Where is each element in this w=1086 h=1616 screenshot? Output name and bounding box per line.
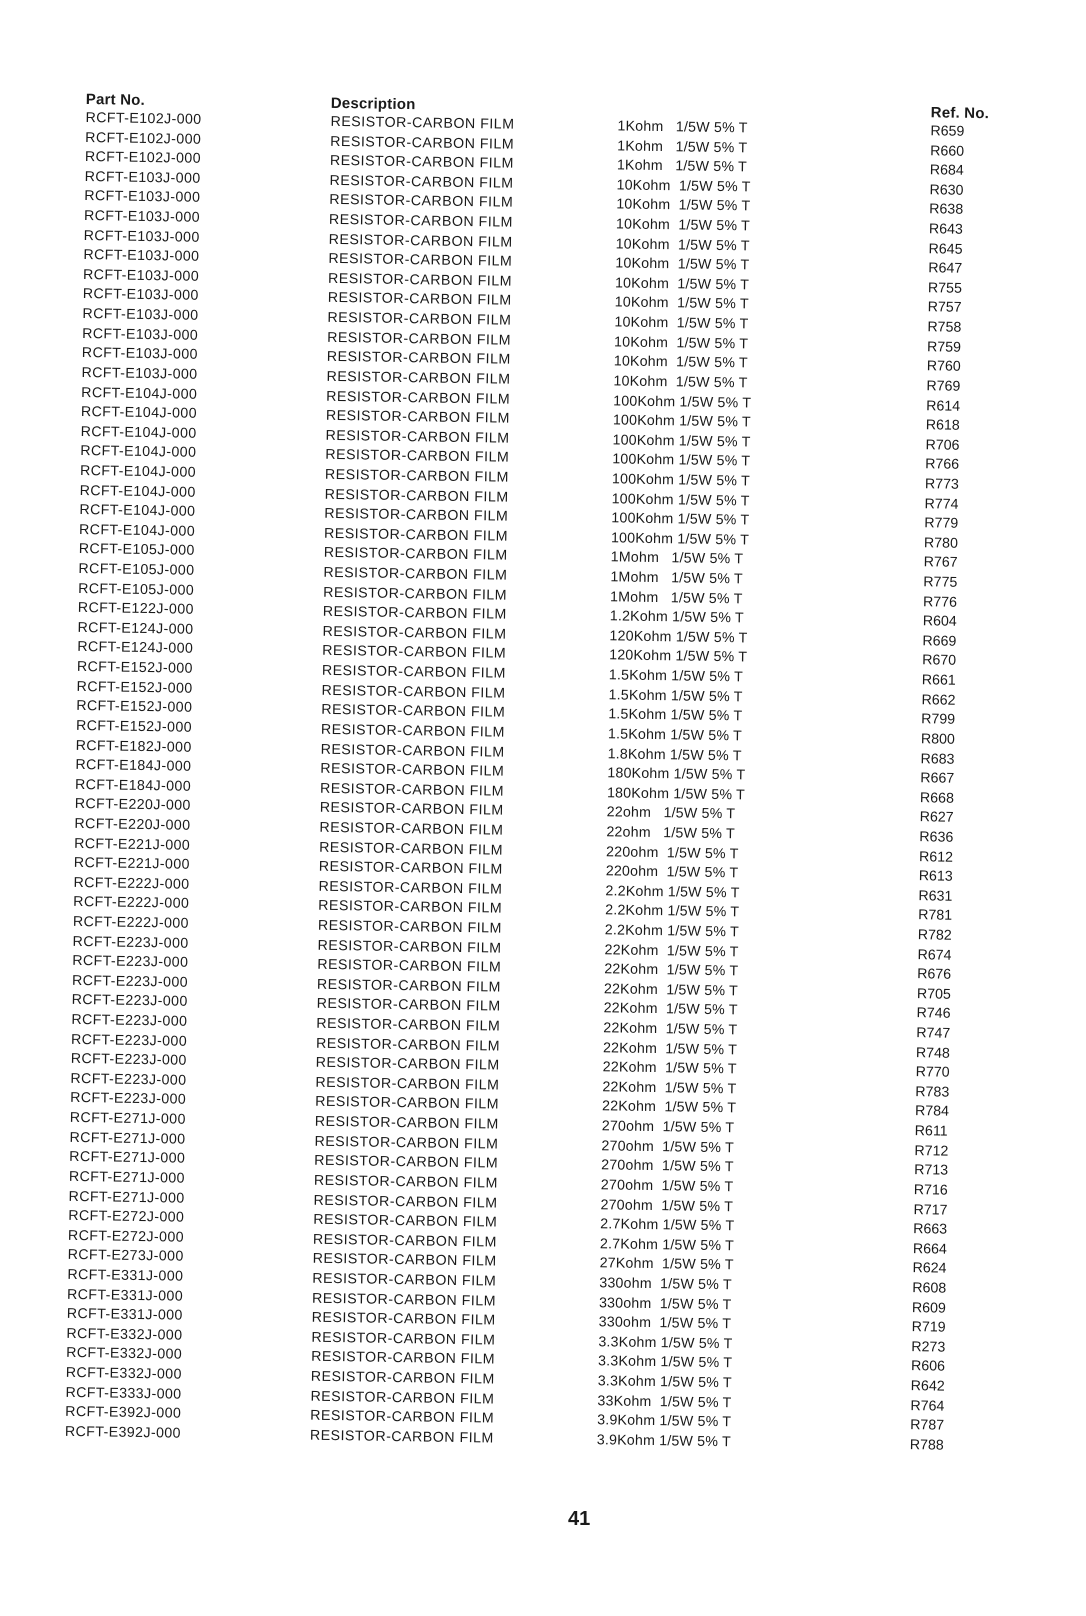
ref-number-cell: R609 [911,1299,947,1317]
value-cell: 1Mohm 1/5W 5% T [609,588,743,607]
description-cell: RESISTOR-CARBON FILM [312,1231,498,1251]
ref-number-cell: R676 [917,966,952,983]
part-number-cell: RCFT-E271J-000 [68,1188,185,1207]
value-cell: 1Kohm 1/5W 5% T [617,137,748,157]
value-cell: 100Kohm 1/5W 5% T [611,510,750,529]
part-number-cell: RCFT-E103J-000 [84,188,201,207]
part-number-cell: RCFT-E223J-000 [71,1011,188,1030]
ref-number-cell: R273 [911,1338,946,1356]
value-cell: 120Kohm 1/5W 5% T [609,628,748,647]
value-cell: 3.9Kohm 1/5W 5% T [596,1432,732,1451]
part-number-cell: RCFT-E152J-000 [76,698,193,717]
ref-number-cell: R769 [926,378,961,395]
value-cell: 270ohm 1/5W 5% T [601,1118,735,1137]
part-number-cell: RCFT-E103J-000 [82,325,199,344]
part-number-cell: RCFT-E122J-000 [77,600,194,618]
ref-number-cell: R606 [910,1358,946,1376]
value-cell: 220ohm 1/5W 5% T [605,863,739,882]
part-number-cell: RCFT-E103J-000 [81,345,198,364]
part-number-cell: RCFT-E331J-000 [67,1266,184,1285]
description-cell: RESISTOR-CARBON FILM [327,270,513,290]
ref-number-cell: R716 [913,1182,948,1199]
ref-number-cell: R663 [913,1221,948,1238]
value-cell: 100Kohm 1/5W 5% T [613,392,752,412]
description-cell: RESISTOR-CARBON FILM [311,1309,496,1329]
description-cell: RESISTOR-CARBON FILM [311,1329,496,1349]
part-number-cell: RCFT-E102J-000 [84,149,202,168]
value-cell: 22Kohm 1/5W 5% T [604,941,739,960]
value-cell: 100Kohm 1/5W 5% T [611,490,750,510]
value-cell: 10Kohm 1/5W 5% T [614,275,750,294]
part-number-cell: RCFT-E104J-000 [79,502,196,520]
ref-number-cell: R767 [923,554,958,572]
part-number-cell: RCFT-E271J-000 [69,1109,186,1128]
part-number-cell: RCFT-E272J-000 [68,1207,185,1226]
ref-number-cell: R683 [920,750,955,768]
description-cell: RESISTOR-CARBON FILM [328,211,514,231]
part-number-cell: RCFT-E332J-000 [65,1364,182,1383]
ref-number-cell: R719 [911,1319,946,1336]
part-number-cell: RCFT-E222J-000 [73,874,190,893]
value-cell: 10Kohm 1/5W 5% T [614,314,749,333]
description-cell: RESISTOR-CARBON FILM [324,505,509,525]
ref-number-cell: R764 [910,1397,945,1415]
part-number-cell: RCFT-E152J-000 [76,678,193,697]
value-cell: 100Kohm 1/5W 5% T [612,451,751,470]
part-number-cell: RCFT-E102J-000 [85,109,202,128]
value-cell: 22Kohm 1/5W 5% T [602,1059,737,1078]
part-number-cell: RCFT-E392J-000 [64,1423,182,1442]
ref-number-cell: R747 [916,1025,951,1042]
parts-table [0,108,1086,1458]
value-cell: 3.3Kohm 1/5W 5% T [598,1333,733,1353]
ref-number-cell: R660 [930,142,965,160]
ref-number-cell: R647 [928,260,963,278]
description-cell: RESISTOR-CARBON FILM [323,584,508,604]
part-number-cell: RCFT-E223J-000 [72,953,189,971]
ref-number-cell: R636 [919,829,954,846]
ref-number-cell: R684 [929,162,964,180]
part-number-cell: RCFT-E104J-000 [79,462,197,481]
value-cell: 22Kohm 1/5W 5% T [602,1039,738,1058]
part-number-cell: RCFT-E333J-000 [65,1384,182,1403]
description-cell: RESISTOR-CARBON FILM [321,682,506,702]
ref-number-cell: R659 [930,123,965,140]
part-number-cell: RCFT-E221J-000 [73,855,190,873]
part-number-cell: RCFT-E222J-000 [73,894,190,913]
part-number-cell: RCFT-E104J-000 [80,443,197,462]
ref-number-cell: R799 [921,711,956,729]
value-cell: 33Kohm 1/5W 5% T [597,1392,732,1411]
value-cell: 1.5Kohm 1/5W 5% T [608,667,744,686]
part-number-cell: RCFT-E184J-000 [74,776,192,795]
part-number-cell: RCFT-E103J-000 [82,306,199,324]
value-cell: 10Kohm 1/5W 5% T [613,353,748,372]
value-cell: 3.9Kohm 1/5W 5% T [597,1412,732,1431]
description-cell: RESISTOR-CARBON FILM [309,1427,494,1447]
value-cell: 100Kohm 1/5W 5% T [612,412,751,431]
value-cell: 27Kohm 1/5W 5% T [599,1255,734,1274]
value-cell: 2.7Kohm 1/5W 5% T [600,1216,735,1235]
part-number-cell: RCFT-E271J-000 [69,1129,186,1148]
value-cell: 22Kohm 1/5W 5% T [601,1098,737,1117]
description-cell: RESISTOR-CARBON FILM [323,525,509,545]
description-cell: RESISTOR-CARBON FILM [315,1074,500,1094]
ref-number-cell: R787 [910,1417,945,1434]
ref-number-cell: R783 [915,1084,950,1101]
part-number-cell: RCFT-E104J-000 [78,521,196,540]
part-number-cell: RCFT-E273J-000 [67,1247,184,1266]
ref-number-cell: R661 [921,672,956,689]
description-cell: RESISTOR-CARBON FILM [315,1054,500,1074]
ref-number-cell: R638 [929,201,964,219]
part-number-cell: RCFT-E104J-000 [80,404,198,422]
part-number-cell: RCFT-E104J-000 [80,423,197,442]
ref-number-cell: R668 [919,789,955,807]
description-cell: RESISTOR-CARBON FILM [329,192,514,212]
value-cell: 1Mohm 1/5W 5% T [610,549,744,568]
part-number-cell: RCFT-E103J-000 [84,168,201,187]
description-cell: RESISTOR-CARBON FILM [310,1349,496,1368]
ref-number-cell: R770 [915,1064,950,1081]
part-number-cell: RCFT-E271J-000 [68,1168,186,1187]
part-number-cell: RCFT-E223J-000 [71,972,189,991]
part-number-cell: RCFT-E105J-000 [78,580,195,599]
description-cell: RESISTOR-CARBON FILM [325,427,510,447]
ref-number-cell: R627 [919,809,954,827]
ref-number-cell: R670 [922,652,957,670]
description-cell: RESISTOR-CARBON FILM [325,447,510,467]
description-cell: RESISTOR-CARBON FILM [326,349,511,369]
value-cell: 22ohm 1/5W 5% T [606,804,736,823]
description-cell: RESISTOR-CARBON FILM [318,898,503,918]
part-number-cell: RCFT-E332J-000 [66,1345,183,1364]
ref-number-cell: R717 [913,1201,948,1219]
description-cell: RESISTOR-CARBON FILM [316,976,502,996]
value-cell: 22Kohm 1/5W 5% T [603,1020,738,1039]
part-number-cell: RCFT-E223J-000 [70,1090,187,1109]
description-cell: RESISTOR-CARBON FILM [323,545,508,565]
description-cell: RESISTOR-CARBON FILM [314,1133,499,1153]
ref-number-cell: R624 [912,1260,947,1278]
value-cell: 270ohm 1/5W 5% T [600,1177,734,1196]
description-cell: RESISTOR-CARBON FILM [326,388,511,408]
ref-number-cell: R766 [925,456,960,474]
value-cell: 1Kohm 1/5W 5% T [617,118,748,137]
description-cell: RESISTOR-CARBON FILM [324,486,509,506]
value-cell: 2.7Kohm 1/5W 5% T [599,1235,735,1255]
ref-number-cell: R645 [928,240,963,258]
value-cell: 330ohm 1/5W 5% T [598,1294,732,1313]
part-number-cell: RCFT-E331J-000 [66,1306,183,1324]
description-cell: RESISTOR-CARBON FILM [310,1407,495,1427]
part-number-cell: RCFT-E124J-000 [77,619,194,638]
description-cell: RESISTOR-CARBON FILM [323,564,508,584]
value-cell: 100Kohm 1/5W 5% T [611,471,751,490]
ref-number-cell: R713 [914,1162,949,1179]
description-cell: RESISTOR-CARBON FILM [324,466,510,486]
part-number-cell: RCFT-E223J-000 [70,1051,187,1069]
header-description: Description [330,94,416,114]
ref-number-cell: R758 [927,319,962,336]
part-number-cell: RCFT-E223J-000 [72,933,189,952]
description-cell: RESISTOR-CARBON FILM [319,839,504,859]
value-cell: 22ohm 1/5W 5% T [606,824,736,843]
part-number-cell: RCFT-E103J-000 [83,208,201,226]
description-cell: RESISTOR-CARBON FILM [320,760,505,780]
part-number-cell: RCFT-E223J-000 [70,1031,188,1050]
description-cell: RESISTOR-CARBON FILM [314,1153,499,1172]
description-cell: RESISTOR-CARBON FILM [314,1113,499,1133]
ref-number-cell: R773 [924,476,959,493]
description-cell: RESISTOR-CARBON FILM [317,917,502,937]
description-cell: RESISTOR-CARBON FILM [315,1094,500,1114]
description-cell: RESISTOR-CARBON FILM [319,819,504,839]
description-cell: RESISTOR-CARBON FILM [322,643,507,663]
description-cell: RESISTOR-CARBON FILM [316,1015,501,1035]
ref-number-cell: R712 [914,1142,949,1160]
ref-number-cell: R774 [924,495,959,513]
description-cell: RESISTOR-CARBON FILM [328,251,513,270]
part-number-cell: RCFT-E103J-000 [83,227,200,246]
description-cell: RESISTOR-CARBON FILM [321,702,506,721]
description-cell: RESISTOR-CARBON FILM [312,1251,497,1270]
ref-number-cell: R604 [922,613,957,630]
ref-number-cell: R630 [929,182,964,199]
value-cell: 270ohm 1/5W 5% T [601,1137,735,1156]
description-cell: RESISTOR-CARBON FILM [330,113,515,133]
value-cell: 100Kohm 1/5W 5% T [612,432,751,451]
value-cell: 1Kohm 1/5W 5% T [616,157,748,176]
value-cell: 180Kohm 1/5W 5% T [606,784,746,804]
description-cell: RESISTOR-CARBON FILM [313,1172,498,1192]
part-number-cell: RCFT-E331J-000 [66,1286,184,1305]
value-cell: 2.2Kohm 1/5W 5% T [604,922,740,941]
description-cell: RESISTOR-CARBON FILM [312,1270,497,1290]
ref-number-cell: R706 [925,436,960,454]
value-cell: 2.2Kohm 1/5W 5% T [605,883,740,902]
header-ref-no: Ref. No. [930,104,990,123]
ref-number-cell: R664 [912,1240,947,1258]
value-cell: 10Kohm 1/5W 5% T [615,255,750,274]
ref-number-cell: R612 [918,848,954,866]
ref-number-cell: R643 [928,221,963,238]
part-number-cell: RCFT-E220J-000 [74,815,191,834]
ref-number-cell: R775 [923,574,958,591]
value-cell: 10Kohm 1/5W 5% T [615,235,750,255]
part-number-cell: RCFT-E152J-000 [75,717,193,736]
value-cell: 3.3Kohm 1/5W 5% T [597,1353,733,1372]
header-part-no: Part No. [85,90,146,109]
description-cell: RESISTOR-CARBON FILM [310,1368,495,1388]
value-cell: 1.2Kohm 1/5W 5% T [609,608,744,627]
description-cell: RESISTOR-CARBON FILM [316,996,501,1016]
ref-number-cell: R705 [916,985,951,1003]
part-number-cell: RCFT-E222J-000 [72,913,190,932]
ref-number-cell: R667 [920,770,955,787]
description-cell: RESISTOR-CARBON FILM [325,407,510,427]
description-cell: RESISTOR-CARBON FILM [321,662,506,682]
value-cell: 1.5Kohm 1/5W 5% T [607,726,743,745]
part-number-cell: RCFT-E221J-000 [74,835,191,854]
part-number-cell: RCFT-E152J-000 [76,658,194,677]
part-number-cell: RCFT-E220J-000 [74,796,191,815]
value-cell: 22Kohm 1/5W 5% T [602,1079,737,1098]
part-number-cell: RCFT-E103J-000 [82,286,199,305]
ref-number-cell: R631 [918,887,953,905]
value-cell: 100Kohm 1/5W 5% T [610,530,750,549]
part-number-cell: RCFT-E104J-000 [81,384,198,403]
ref-number-cell: R642 [910,1378,945,1395]
description-cell: RESISTOR-CARBON FILM [318,878,503,898]
part-number-cell: RCFT-E271J-000 [69,1149,186,1167]
value-cell: 10Kohm 1/5W 5% T [616,196,751,215]
ref-number-cell: R613 [918,868,953,885]
description-cell: RESISTOR-CARBON FILM [328,231,513,251]
part-number-cell: RCFT-E392J-000 [65,1404,182,1422]
ref-number-cell: R760 [926,358,961,376]
description-cell: RESISTOR-CARBON FILM [317,937,502,957]
ref-number-cell: R779 [924,515,959,532]
description-cell: RESISTOR-CARBON FILM [320,741,505,761]
part-number-cell: RCFT-E105J-000 [78,541,195,560]
value-cell: 22Kohm 1/5W 5% T [603,1000,738,1019]
value-cell: 22Kohm 1/5W 5% T [604,961,739,980]
ref-number-cell: R748 [915,1044,951,1062]
value-cell: 1.5Kohm 1/5W 5% T [608,706,743,725]
description-cell: RESISTOR-CARBON FILM [322,604,507,623]
value-cell: 22Kohm 1/5W 5% T [603,981,739,1000]
ref-number-cell: R669 [922,633,957,650]
description-cell: RESISTOR-CARBON FILM [315,1035,501,1055]
ref-number-cell: R759 [926,338,962,356]
part-number-cell: RCFT-E102J-000 [85,129,202,148]
part-number-cell: RCFT-E124J-000 [77,639,194,658]
value-cell: 270ohm 1/5W 5% T [601,1157,734,1176]
part-number-cell: RCFT-E104J-000 [79,482,196,501]
ref-number-cell: R781 [918,907,953,925]
value-cell: 10Kohm 1/5W 5% T [613,334,749,353]
description-cell: RESISTOR-CARBON FILM [310,1388,495,1408]
page-number: 41 [568,1508,591,1530]
description-cell: RESISTOR-CARBON FILM [313,1192,498,1212]
part-number-cell: RCFT-E103J-000 [82,266,200,285]
value-cell: 3.3Kohm 1/5W 5% T [597,1373,732,1392]
value-cell: 270ohm 1/5W 5% T [600,1196,734,1215]
value-cell: 330ohm 1/5W 5% T [599,1275,732,1294]
ref-number-cell: R788 [909,1436,944,1454]
ref-number-cell: R780 [923,535,959,552]
description-cell: RESISTOR-CARBON FILM [329,153,514,172]
ref-number-cell: R784 [914,1103,950,1121]
description-cell: RESISTOR-CARBON FILM [319,800,504,819]
part-number-cell: RCFT-E272J-000 [67,1227,185,1246]
value-cell: 10Kohm 1/5W 5% T [616,177,751,196]
ref-number-cell: R782 [917,927,952,944]
description-cell: RESISTOR-CARBON FILM [313,1211,498,1231]
part-number-cell: RCFT-E223J-000 [71,992,188,1011]
part-number-cell: RCFT-E103J-000 [83,247,200,266]
description-cell: RESISTOR-CARBON FILM [322,623,507,643]
part-number-cell: RCFT-E223J-000 [70,1070,187,1089]
ref-number-cell: R800 [920,731,955,748]
value-cell: 1.5Kohm 1/5W 5% T [608,686,743,706]
value-cell: 10Kohm 1/5W 5% T [615,216,751,235]
description-cell: RESISTOR-CARBON FILM [330,133,515,153]
value-cell: 10Kohm 1/5W 5% T [614,294,749,313]
part-number-cell: RCFT-E103J-000 [81,364,198,383]
part-number-cell: RCFT-E332J-000 [66,1325,183,1344]
description-cell: RESISTOR-CARBON FILM [319,780,505,800]
value-cell: 2.2Kohm 1/5W 5% T [605,902,740,921]
value-cell: 120Kohm 1/5W 5% T [609,647,748,666]
ref-number-cell: R611 [914,1123,948,1140]
ref-number-cell: R614 [926,397,961,415]
description-cell: RESISTOR-CARBON FILM [317,956,502,976]
ref-number-cell: R618 [925,417,960,434]
ref-number-cell: R746 [916,1005,951,1023]
description-cell: RESISTOR-CARBON FILM [327,290,512,310]
ref-number-cell: R757 [927,299,962,317]
value-cell: 220ohm 1/5W 5% T [605,843,739,862]
value-cell: 10Kohm 1/5W 5% T [613,373,748,392]
description-cell: RESISTOR-CARBON FILM [327,329,512,349]
ref-number-cell: R674 [917,946,952,964]
part-number-cell: RCFT-E182J-000 [75,737,192,756]
ref-number-cell: R662 [921,691,956,709]
part-number-cell: RCFT-E105J-000 [78,560,195,579]
part-number-cell: RCFT-E184J-000 [75,757,192,775]
value-cell: 1.8Kohm 1/5W 5% T [607,745,742,764]
ref-number-cell: R608 [912,1280,947,1297]
description-cell: RESISTOR-CARBON FILM [320,721,506,741]
ref-number-cell: R755 [927,280,963,297]
description-cell: RESISTOR-CARBON FILM [318,858,503,878]
description-cell: RESISTOR-CARBON FILM [326,368,511,388]
value-cell: 330ohm 1/5W 5% T [598,1314,732,1333]
description-cell: RESISTOR-CARBON FILM [311,1290,497,1310]
ref-number-cell: R776 [922,593,958,611]
value-cell: 180Kohm 1/5W 5% T [607,765,746,784]
description-cell: RESISTOR-CARBON FILM [329,172,514,192]
value-cell: 1Mohm 1/5W 5% T [610,569,743,588]
description-cell: RESISTOR-CARBON FILM [327,309,512,329]
